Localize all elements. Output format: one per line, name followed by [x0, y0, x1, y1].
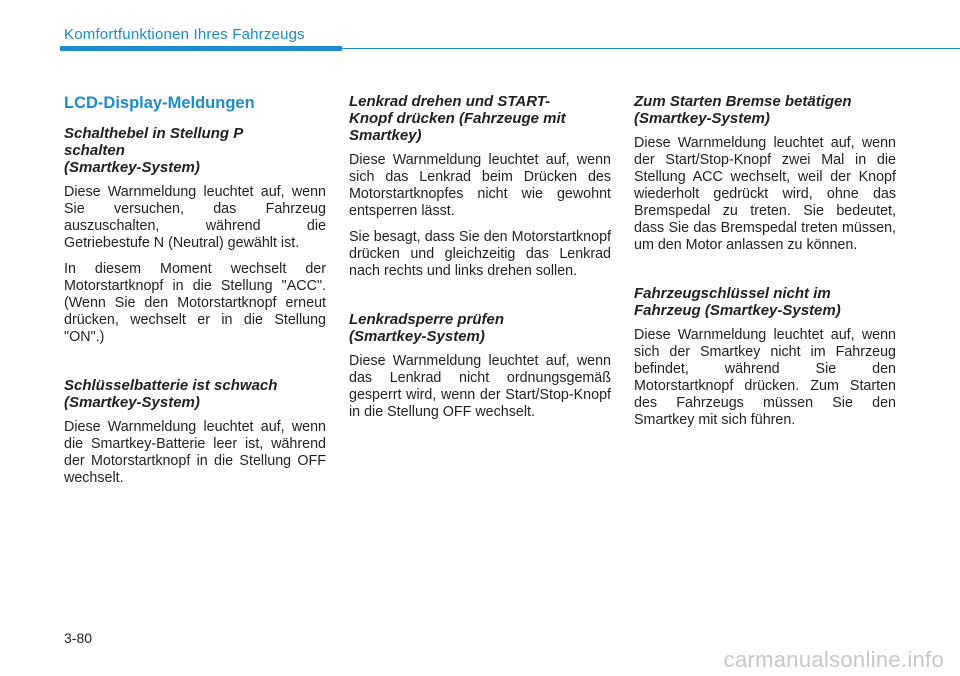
paragraph: Sie besagt, dass Sie den Motorstartknopf drücken und gleichzeitig das Lenkrad nach rechts und links drehen sollen. — [349, 229, 611, 279]
heading-key-battery-low: Schlüsselbatterie ist schwach (Smartkey-System) — [64, 377, 278, 411]
heading-check-steering-lock: Lenkradsperre prüfen (Smartkey-System) — [349, 311, 505, 345]
column-2 — [349, 93, 611, 430]
heading-shift-to-p-line2: (Smartkey-System) — [64, 159, 200, 176]
header-rule — [342, 48, 960, 49]
paragraph: Diese Warnmeldung leuchtet auf, wenn sich der Smartkey nicht im Fahrzeug befindet, während Sie den Motorstartknopf drücken. Zum Starten des Fahrzeugs müssen Sie den Smartkey mit sich führen. — [634, 327, 896, 428]
paragraph: In diesem Moment wechselt der Motorstartknopf in die Stellung "ACC". (Wenn Sie den Motorstartknopf erneut drücken, wechselt er in die Stellung "ON".) — [64, 261, 326, 345]
header-accent-bar — [60, 46, 342, 51]
paragraph: Diese Warnmeldung leuchtet auf, wenn Sie versuchen, das Fahrzeug auszuschalten, während die Getriebestufe N (Neutral) gewählt ist. — [64, 184, 326, 251]
column-3 — [634, 93, 896, 438]
column-1 — [64, 93, 326, 496]
watermark: carmanualsonline.info — [723, 647, 944, 672]
page-number: 3-80 — [64, 630, 93, 646]
paragraph: Diese Warnmeldung leuchtet auf, wenn der Start/Stop-Knopf zwei Mal in die Stellung ACC wechselt, weil der Knopf wiederholt gedrückt wird, ohne das Bremspedal zu treten. Sie bedeutet, dass Sie das Bremspedal treten müssen, um den Motor anlassen zu können. — [634, 135, 896, 253]
heading-shift-to-p-line1: Schalthebel in Stellung P schalten — [64, 125, 243, 159]
paragraph: Diese Warnmeldung leuchtet auf, wenn das Lenkrad nicht ordnungsgemäß gesperrt wird, wenn der Start/Stop-Knopf in die Stellung OFF wechselt. — [349, 353, 611, 420]
paragraph: Diese Warnmeldung leuchtet auf, wenn die Smartkey-Batterie leer ist, während der Motorstartknopf in die Stellung OFF wechselt. — [64, 419, 326, 486]
heading-turn-wheel-press-start: Lenkrad drehen und START-Knopf drücken (Fahrzeuge mit Smartkey) — [349, 93, 566, 144]
heading-press-brake-to-start: Zum Starten Bremse betätigen (Smartkey-System) — [634, 93, 852, 127]
heading-key-not-in-vehicle: Fahrzeugschlüssel nicht im Fahrzeug (Smartkey-System) — [634, 285, 841, 319]
page-header-title: Komfortfunktionen Ihres Fahrzeugs — [64, 26, 305, 43]
section-title: LCD-Display-Meldungen — [64, 94, 255, 112]
paragraph: Diese Warnmeldung leuchtet auf, wenn sich das Lenkrad beim Drücken des Motorstartknopfes nicht wie gewohnt entsperren lässt. — [349, 152, 611, 219]
heading-shift-to-p — [64, 125, 326, 176]
